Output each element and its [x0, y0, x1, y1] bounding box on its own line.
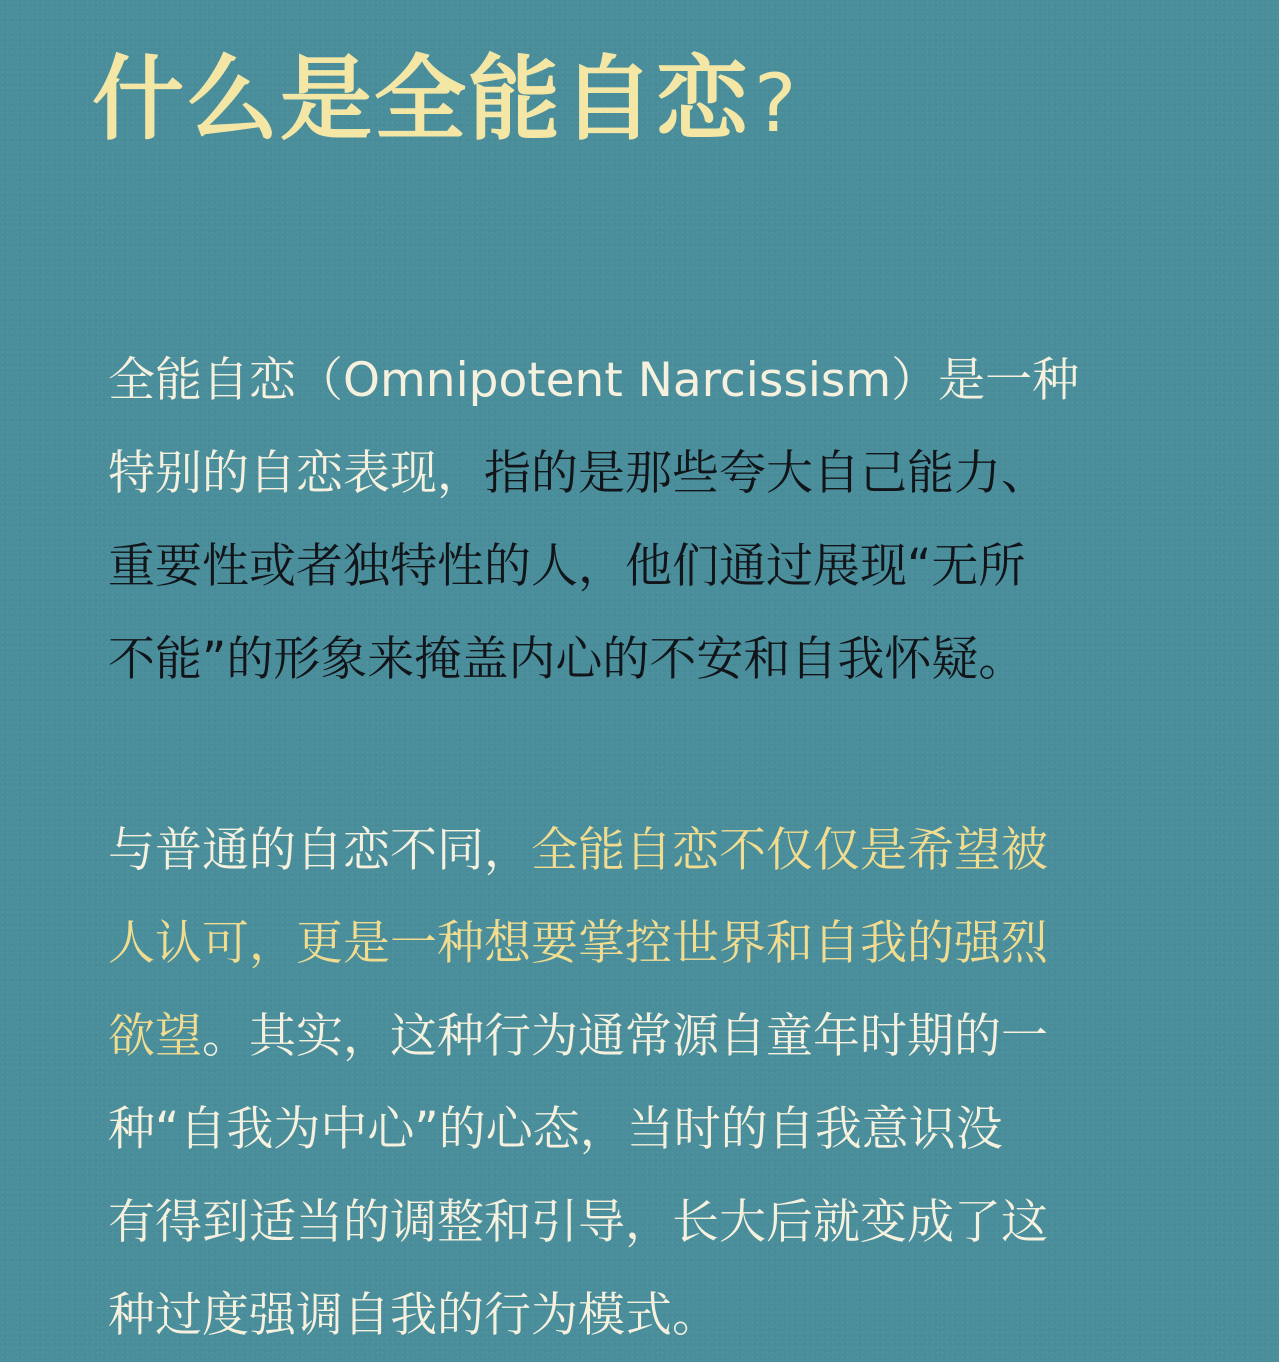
explanation-line-3-highlight: 欲望	[108, 1009, 202, 1064]
page-title	[92, 40, 798, 164]
title-text: 什么是全能自恋	[92, 46, 751, 153]
explanation-line-6: 种过度强调自我的行为模式。	[108, 1288, 719, 1343]
definition-line-3: 重要性或者独特性的人，他们通过展现“无所	[108, 539, 1026, 594]
explanation-line-1-highlight: 全能自恋不仅仅是希望被	[531, 823, 1048, 878]
definition-line-1: 全能自恋（Omnipotent Narcissism）是一种	[108, 353, 1080, 408]
explanation-line-5: 有得到适当的调整和引导，长大后就变成了这	[108, 1195, 1048, 1250]
definition-line-2-emphasis: 指的是那些夸大自己能力、	[484, 446, 1048, 501]
explanation-line-4: 种“自我为中心”的心态，当时的自我意识没	[108, 1102, 1003, 1157]
definition-line-4: 不能”的形象来掩盖内心的不安和自我怀疑。	[108, 632, 1026, 687]
explanation-line-2-highlight: 人认可，更是一种想要掌控世界和自我的强烈	[108, 916, 1048, 971]
definition-line-2	[108, 427, 1178, 520]
explanation-paragraph	[108, 804, 1178, 1362]
definition-paragraph	[108, 334, 1178, 706]
explanation-line-3	[108, 990, 1178, 1083]
explanation-line-3-rest: 。其实，这种行为通常源自童年时期的一	[202, 1009, 1048, 1064]
explanation-line-1-lead: 与普通的自恋不同，	[108, 823, 531, 878]
definition-line-2-lead: 特别的自恋表现，	[108, 446, 484, 501]
title-question-mark: ?	[754, 57, 799, 150]
explanation-line-1	[108, 804, 1178, 897]
